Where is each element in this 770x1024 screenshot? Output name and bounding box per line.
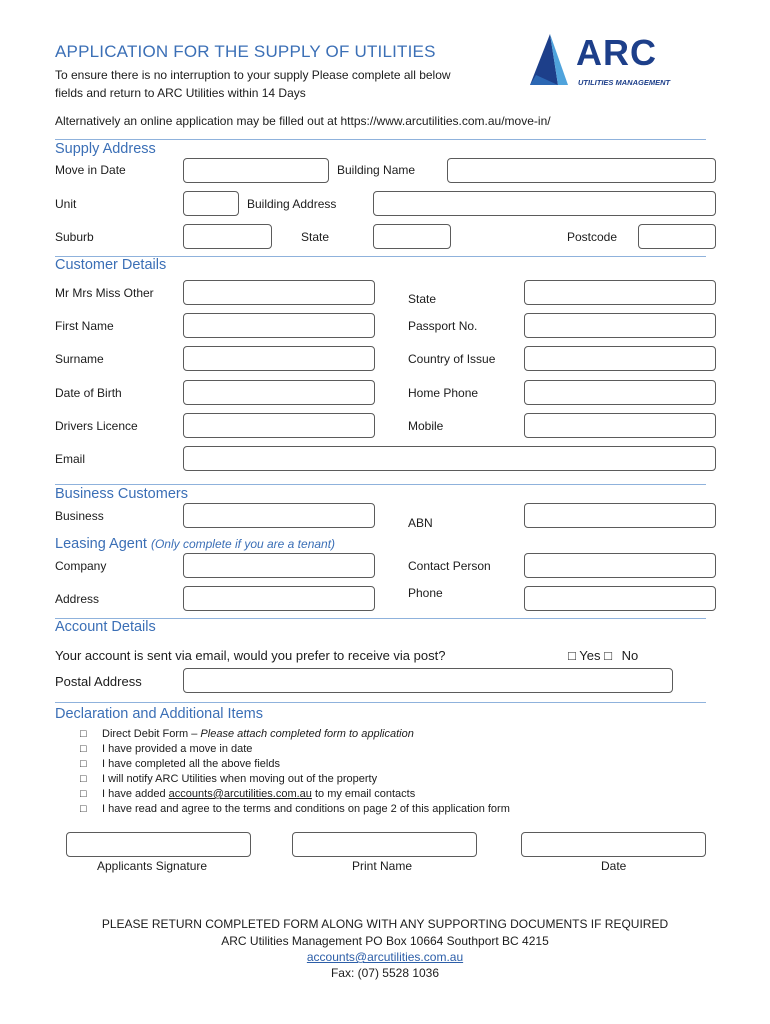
title-field[interactable] — [183, 280, 375, 305]
declaration-heading: Declaration and Additional Items — [55, 706, 263, 722]
passport-label: Passport No. — [408, 319, 478, 333]
checkbox[interactable]: □ — [80, 803, 87, 815]
declaration-item-terms[interactable] — [80, 803, 510, 815]
yes-checkbox[interactable]: □ — [568, 648, 576, 663]
customer-state-field[interactable] — [524, 280, 716, 305]
declaration-text: I have added — [102, 788, 169, 800]
drivers-licence-field[interactable] — [183, 413, 375, 438]
declaration-text: I have provided a move in date — [102, 743, 253, 755]
unit-field[interactable] — [183, 191, 239, 216]
company-field[interactable] — [183, 553, 375, 578]
email-field[interactable] — [183, 446, 716, 471]
declaration-text: to my email contacts — [311, 788, 416, 800]
post-preference-options — [568, 648, 638, 663]
agent-address-label: Address — [55, 592, 100, 606]
divider — [55, 702, 706, 703]
move-in-date-field[interactable] — [183, 158, 329, 183]
declaration-item-notify-moving-out[interactable] — [80, 773, 378, 785]
declaration-text: I have read and agree to the terms and conditions on page 2 of this application form — [102, 803, 510, 815]
customer-details-heading: Customer Details — [55, 257, 167, 273]
passport-field[interactable] — [524, 313, 716, 338]
divider — [55, 139, 706, 140]
contact-person-field[interactable] — [524, 553, 716, 578]
suburb-field[interactable] — [183, 224, 272, 249]
print-name-field[interactable] — [292, 832, 477, 857]
accounts-email-link[interactable]: accounts@arcutilities.com.au — [168, 788, 312, 800]
declaration-text: I will notify ARC Utilities when moving out of the property — [102, 773, 378, 785]
logo-wordmark: ARC — [576, 32, 657, 73]
mobile-field[interactable] — [524, 413, 716, 438]
arc-logo — [528, 30, 688, 92]
first-name-field[interactable] — [183, 313, 375, 338]
move-in-date-label: Move in Date — [55, 163, 126, 177]
declaration-text: I have completed all the above fields — [102, 758, 280, 770]
account-details-heading: Account Details — [55, 619, 156, 635]
building-name-label: Building Name — [337, 163, 416, 177]
business-field[interactable] — [183, 503, 375, 528]
checkbox[interactable]: □ — [80, 788, 87, 800]
post-preference-question: Your account is sent via email, would you prefer to receive via post? — [55, 648, 446, 663]
declaration-item-email-contacts[interactable] — [80, 788, 416, 800]
surname-label: Surname — [55, 352, 104, 366]
agent-phone-label: Phone — [408, 586, 443, 600]
no-label: No — [621, 648, 639, 663]
footer-email-row — [0, 950, 770, 964]
suburb-label: Suburb — [55, 230, 94, 244]
postcode-field[interactable] — [638, 224, 716, 249]
first-name-label: First Name — [55, 319, 114, 333]
business-customers-heading: Business Customers — [55, 486, 188, 502]
declaration-item-completed-fields[interactable] — [80, 758, 280, 770]
state-label: State — [301, 230, 330, 244]
abn-field[interactable] — [524, 503, 716, 528]
date-of-birth-field[interactable] — [183, 380, 375, 405]
applicant-signature-label: Applicants Signature — [97, 859, 208, 873]
supply-address-heading: Supply Address — [55, 141, 156, 157]
intro-line-2: fields and return to ARC Utilities within 14 Days — [55, 86, 306, 100]
postcode-label: Postcode — [567, 230, 618, 244]
checkbox[interactable]: □ — [80, 743, 87, 755]
date-of-birth-label: Date of Birth — [55, 386, 122, 400]
abn-label: ABN — [408, 516, 433, 530]
applicant-signature-field[interactable] — [66, 832, 251, 857]
mobile-label: Mobile — [408, 419, 444, 433]
no-checkbox[interactable]: □ — [604, 648, 612, 663]
agent-address-field[interactable] — [183, 586, 375, 611]
checkbox[interactable]: □ — [80, 758, 87, 770]
leasing-agent-heading — [55, 536, 335, 552]
surname-field[interactable] — [183, 346, 375, 371]
customer-state-label: State — [408, 292, 437, 306]
agent-phone-field[interactable] — [524, 586, 716, 611]
date-field[interactable] — [521, 832, 706, 857]
title-label: Mr Mrs Miss Other — [55, 286, 154, 300]
online-application-note: Alternatively an online application may be filled out at https://www.arcutilities.com.au/move-in/ — [55, 114, 551, 128]
postal-address-label: Postal Address — [55, 674, 142, 689]
home-phone-label: Home Phone — [408, 386, 479, 400]
postal-address-field[interactable] — [183, 668, 673, 693]
date-label: Date — [601, 859, 627, 873]
declaration-item-direct-debit[interactable] — [80, 728, 414, 740]
contact-person-label: Contact Person — [408, 559, 491, 573]
email-label: Email — [55, 452, 86, 466]
footer-email-link[interactable]: accounts@arcutilities.com.au — [306, 950, 464, 964]
footer-return-note: PLEASE RETURN COMPLETED FORM ALONG WITH ANY SUPPORTING DOCUMENTS IF REQUIRED — [101, 917, 669, 931]
declaration-text: Direct Debit Form – — [102, 728, 201, 740]
company-label: Company — [55, 559, 107, 573]
leasing-agent-title: Leasing Agent — [55, 536, 147, 552]
intro-line-1: To ensure there is no interruption to your supply Please complete all below — [55, 68, 451, 82]
form-title: APPLICATION FOR THE SUPPLY OF UTILITIES — [55, 42, 436, 61]
print-name-label: Print Name — [352, 859, 413, 873]
declaration-item-move-in[interactable] — [80, 743, 253, 755]
state-field[interactable] — [373, 224, 451, 249]
home-phone-field[interactable] — [524, 380, 716, 405]
country-of-issue-field[interactable] — [524, 346, 716, 371]
leasing-agent-note: (Only complete if you are a tenant) — [150, 537, 336, 551]
yes-label: Yes — [579, 648, 601, 663]
logo-subtitle: UTILITIES MANAGEMENT — [578, 78, 671, 87]
business-label: Business — [55, 509, 104, 523]
drivers-licence-label: Drivers Licence — [55, 419, 138, 433]
country-of-issue-label: Country of Issue — [408, 352, 496, 366]
building-address-label: Building Address — [247, 197, 337, 211]
declaration-note: Please attach completed form to application — [200, 728, 414, 740]
footer-postal-address: ARC Utilities Management PO Box 10664 Southport BC 4215 — [221, 934, 549, 948]
building-name-field[interactable] — [447, 158, 716, 183]
footer-fax: Fax: (07) 5528 1036 — [330, 966, 440, 980]
checkbox[interactable]: □ — [80, 773, 87, 785]
unit-label: Unit — [55, 197, 77, 211]
building-address-field[interactable] — [373, 191, 716, 216]
divider — [55, 484, 706, 485]
checkbox[interactable]: □ — [80, 728, 87, 740]
